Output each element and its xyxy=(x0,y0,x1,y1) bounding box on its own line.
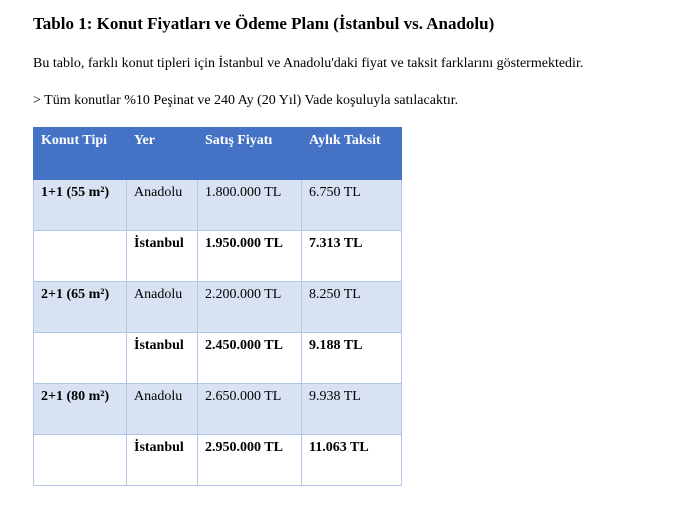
table-row xyxy=(34,282,402,333)
cell-konut-tipi xyxy=(34,333,127,384)
conditions-note: > Tüm konutlar %10 Peşinat ve 240 Ay (20 Yıl) Vade koşuluyla satılacaktır. xyxy=(33,93,459,108)
cell-yer: Anadolu xyxy=(127,282,198,333)
table-row xyxy=(34,231,402,282)
cell-satis-fiyati: 2.450.000 TL xyxy=(198,333,302,384)
cell-yer: Anadolu xyxy=(127,384,198,435)
cell-aylik-taksit: 9.188 TL xyxy=(302,333,402,384)
price-table xyxy=(33,127,402,486)
cell-yer: İstanbul xyxy=(127,231,198,282)
table-row xyxy=(34,180,402,231)
cell-satis-fiyati: 1.950.000 TL xyxy=(198,231,302,282)
cell-yer: Anadolu xyxy=(127,180,198,231)
cell-satis-fiyati: 2.950.000 TL xyxy=(198,435,302,486)
cell-konut-tipi xyxy=(34,231,127,282)
cell-aylik-taksit: 8.250 TL xyxy=(302,282,402,333)
table-row xyxy=(34,435,402,486)
table-row xyxy=(34,384,402,435)
header-yer: Yer xyxy=(127,128,198,180)
cell-konut-tipi: 1+1 (55 m²) xyxy=(34,180,127,231)
cell-satis-fiyati: 2.650.000 TL xyxy=(198,384,302,435)
cell-satis-fiyati: 2.200.000 TL xyxy=(198,282,302,333)
header-satis-fiyati: Satış Fiyatı xyxy=(198,128,302,180)
table-header-row xyxy=(34,128,402,180)
header-aylik-taksit: Aylık Taksit xyxy=(302,128,402,180)
document-title: Tablo 1: Konut Fiyatları ve Ödeme Planı (İstanbul vs. Anadolu) xyxy=(33,14,495,33)
cell-konut-tipi xyxy=(34,435,127,486)
cell-aylik-taksit: 6.750 TL xyxy=(302,180,402,231)
cell-aylik-taksit: 7.313 TL xyxy=(302,231,402,282)
cell-konut-tipi: 2+1 (65 m²) xyxy=(34,282,127,333)
cell-satis-fiyati: 1.800.000 TL xyxy=(198,180,302,231)
cell-yer: İstanbul xyxy=(127,435,198,486)
cell-konut-tipi: 2+1 (80 m²) xyxy=(34,384,127,435)
table-row xyxy=(34,333,402,384)
cell-aylik-taksit: 9.938 TL xyxy=(302,384,402,435)
header-konut-tipi: Konut Tipi xyxy=(34,128,127,180)
cell-aylik-taksit: 11.063 TL xyxy=(302,435,402,486)
intro-paragraph: Bu tablo, farklı konut tipleri için İstanbul ve Anadolu'daki fiyat ve taksit farklarını göstermektedir. xyxy=(33,56,584,71)
cell-yer: İstanbul xyxy=(127,333,198,384)
